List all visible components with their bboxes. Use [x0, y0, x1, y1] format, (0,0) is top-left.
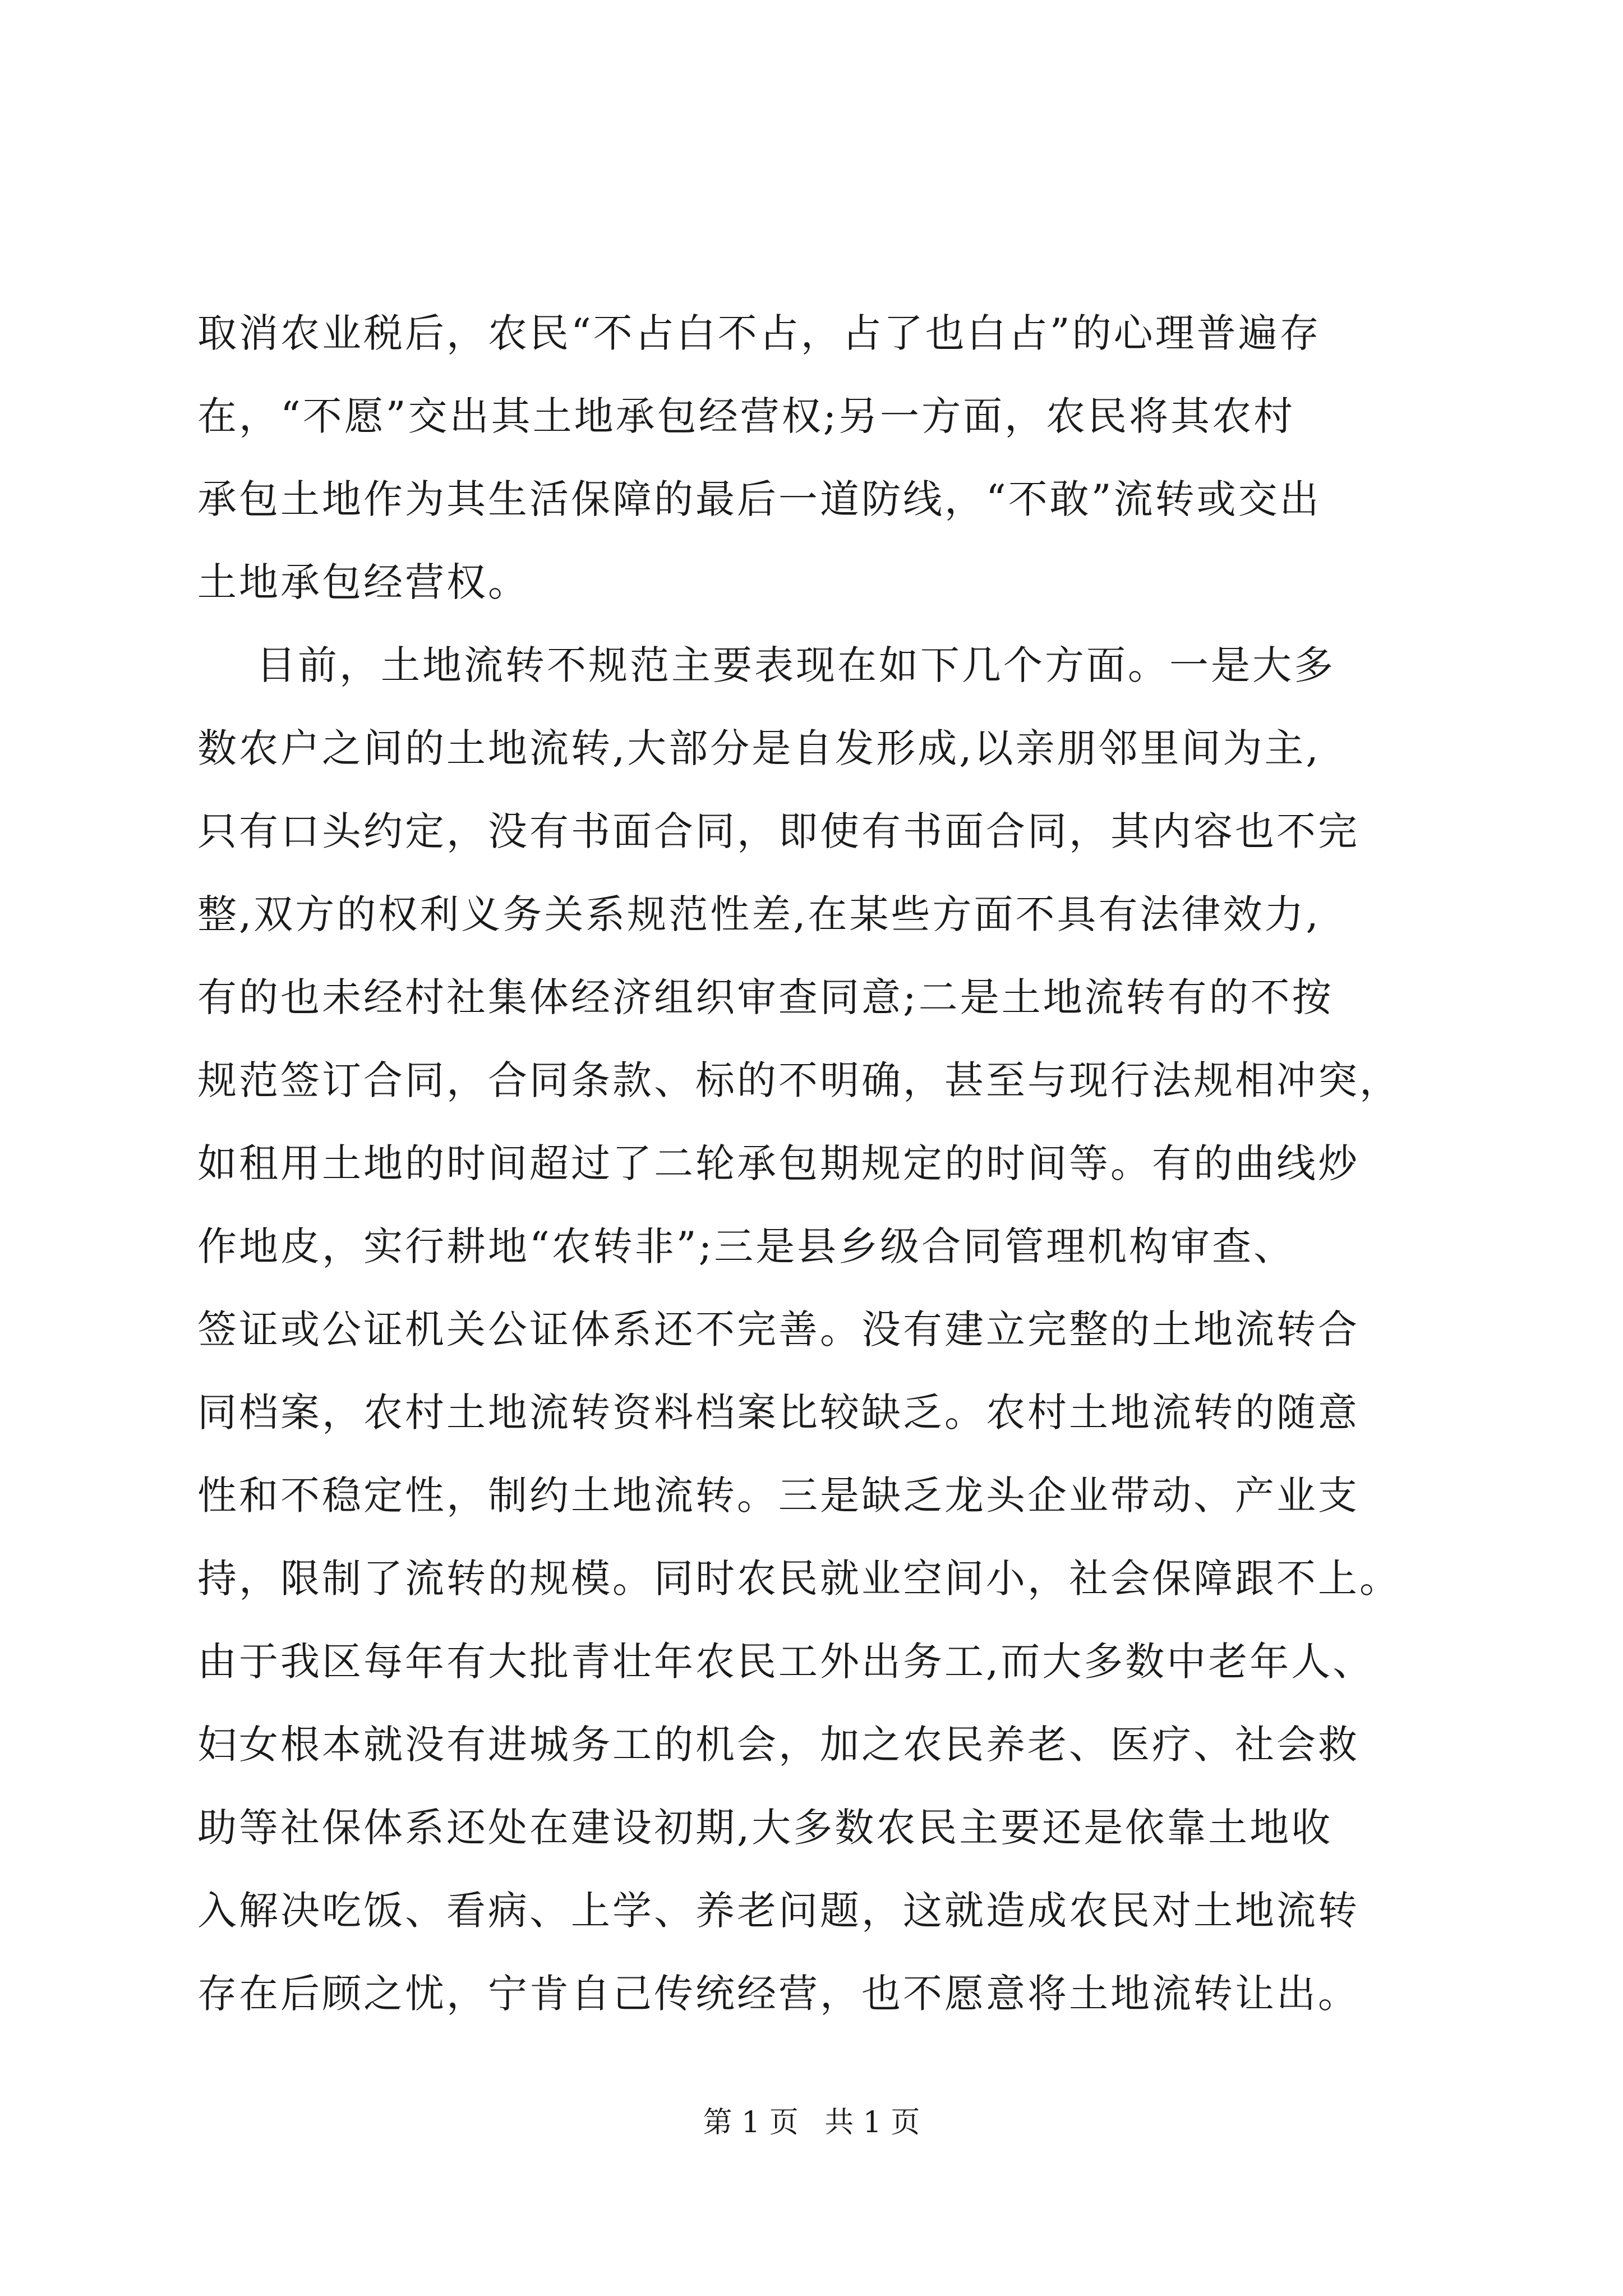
text-line: 存在后顾之忧，宁肯自己传统经营，也不愿意将土地流转让出。	[197, 1971, 1359, 2017]
text-line: 性和不稳定性，制约土地流转。三是缺乏龙头企业带动、产业支	[197, 1473, 1359, 1519]
text-line: 整,双方的权利义务关系规范性差,在某些方面不具有法律效力,	[197, 891, 1321, 937]
paragraph-2	[197, 624, 1431, 2035]
text-line: 规范签订合同，合同条款、标的不明确，甚至与现行法规相冲突，	[197, 1057, 1401, 1103]
text-line: 入解决吃饭、看病、上学、养老问题，这就造成农民对土地流转	[197, 1888, 1359, 1934]
text-line: 只有口头约定，没有书面合同，即使有书面合同，其内容也不完	[197, 808, 1359, 854]
page-footer	[0, 2100, 1623, 2145]
text-line: 由于我区每年有大批青壮年农民工外出务工,而大多数中老年人、	[197, 1639, 1375, 1685]
text-line: 如租用土地的时间超过了二轮承包期规定的时间等。有的曲线炒	[197, 1140, 1359, 1186]
text-line: 作地皮，实行耕地“农转非”;三是县乡级合同管理机构审查、	[197, 1223, 1295, 1269]
text-line: 取消农业税后，农民“不占白不占，占了也白占”的心理普遍存	[197, 310, 1321, 356]
text-line: 持，限制了流转的规模。同时农民就业空间小，社会保障跟不上。	[197, 1556, 1401, 1602]
text-line: 承包土地作为其生活保障的最后一道防线，“不敢”流转或交出	[197, 476, 1321, 522]
page-total: 共 1 页	[824, 2106, 920, 2139]
text-line: 目前，土地流转不规范主要表现在如下几个方面。一是大多	[197, 642, 1336, 688]
page-number: 第 1 页	[703, 2106, 799, 2139]
paragraph-1	[197, 292, 1431, 624]
text-line: 土地承包经营权。	[197, 559, 529, 605]
text-line: 有的也未经村社集体经济组织审查同意;二是土地流转有的不按	[197, 974, 1334, 1020]
text-line: 妇女根本就没有进城务工的机会，加之农民养老、医疗、社会救	[197, 1722, 1359, 1768]
text-line: 助等社保体系还处在建设初期,大多数农民主要还是依靠土地收	[197, 1805, 1333, 1851]
text-line: 签证或公证机关公证体系还不完善。没有建立完整的土地流转合	[197, 1306, 1359, 1352]
text-line: 在，“不愿”交出其土地承包经营权;另一方面，农民将其农村	[197, 393, 1295, 439]
document-body	[197, 292, 1431, 2035]
text-line: 数农户之间的土地流转,大部分是自发形成,以亲朋邻里间为主,	[197, 725, 1321, 771]
text-line: 同档案，农村土地流转资料档案比较缺乏。农村土地流转的随意	[197, 1389, 1359, 1435]
